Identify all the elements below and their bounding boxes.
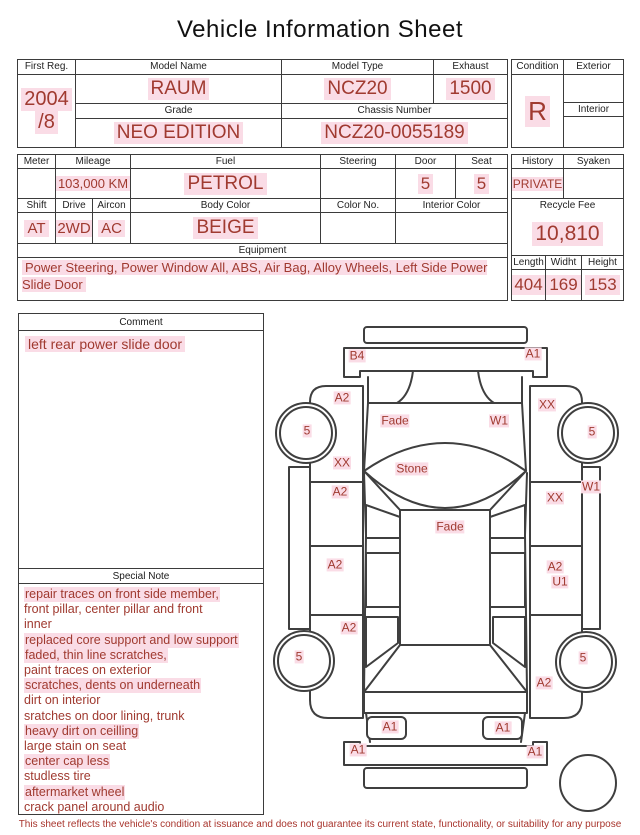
equipment-label: Equipment [18, 244, 507, 258]
length-text: 404 [512, 275, 545, 295]
comment-label: Comment [19, 314, 263, 331]
equipment-value [18, 258, 507, 301]
drive-text: 2WD [56, 220, 92, 237]
meter-cell [18, 155, 56, 198]
height-value [582, 270, 623, 300]
length-label: Length [512, 256, 545, 270]
seat-label: Seat [456, 155, 507, 169]
door-value [396, 169, 455, 198]
diagram-label-a2: A2 [327, 557, 343, 572]
diagram-label-stone: Stone [396, 461, 428, 476]
history-label: History [512, 155, 563, 169]
exhaust-label: Exhaust [434, 60, 507, 75]
door-cell [396, 155, 456, 198]
meter-label: Meter [18, 155, 55, 169]
color-no-cell [321, 199, 396, 243]
drive-cell [56, 199, 93, 243]
special-note-line: repair traces on front side member, [25, 587, 219, 601]
body-color-label: Body Color [131, 199, 320, 213]
hood [368, 377, 522, 403]
special-note-label: Special Note [19, 568, 263, 584]
special-note-line: paint traces on exterior [24, 663, 152, 678]
special-note-lines [19, 584, 263, 815]
grade-text: NEO EDITION [114, 122, 244, 144]
door-text: 5 [418, 174, 433, 194]
diagram-label-b4: B4 [349, 348, 365, 363]
diagram-label-u1: U1 [552, 574, 568, 589]
history-box [511, 154, 624, 301]
special-note-line: studless tire [24, 769, 91, 784]
info-table [17, 59, 508, 148]
comment-box [18, 313, 264, 815]
body-color-value [131, 213, 320, 243]
recycle-fee-cell [512, 199, 623, 256]
steering-label: Steering [321, 155, 395, 169]
steering-cell [321, 155, 396, 198]
diagram-label-5: 5 [295, 649, 303, 664]
history-text: PRIVATE [512, 177, 563, 191]
interior-color-cell [396, 199, 507, 243]
diagram-label-fade: Fade [381, 413, 409, 428]
condition-grade-text: R [525, 96, 550, 127]
recycle-fee-label: Recycle Fee [539, 200, 596, 211]
special-note-line: faded, thin line scratches, [25, 647, 167, 662]
special-note-line: front pillar, center pillar and front [24, 602, 203, 617]
front-bumper [344, 348, 547, 377]
tailgate-band [364, 692, 527, 713]
shift-text: AT [24, 220, 48, 237]
diagram-label-w1: W1 [490, 413, 508, 428]
color-no-value [321, 213, 395, 243]
mileage-cell [56, 155, 131, 198]
chassis-number-value [282, 119, 507, 147]
rear-trim-strip [364, 768, 527, 788]
aircon-label: Aircon [93, 199, 130, 213]
fuel-cell [131, 155, 321, 198]
fuel-label: Fuel [131, 155, 320, 169]
exterior-value [564, 75, 623, 103]
special-note-line: center cap less [25, 754, 110, 769]
left-rear-door [310, 546, 363, 615]
right-quarter-window [493, 617, 525, 667]
spare-tire [560, 755, 616, 811]
diagram-label-a1: A1 [525, 346, 541, 361]
syaken-value [564, 169, 623, 198]
width-value [546, 270, 581, 300]
shift-cell [18, 199, 56, 243]
right-headlight [478, 371, 494, 403]
shift-value [18, 213, 55, 243]
fuel-text: PETROL [184, 173, 266, 195]
chassis-number-text: NCZ20-0055189 [321, 122, 467, 144]
recycle-fee-value [512, 213, 623, 255]
height-label: Height [582, 256, 623, 270]
width-cell [546, 256, 582, 300]
diagram-label-w1: W1 [582, 479, 600, 494]
aircon-cell [93, 199, 131, 243]
grade-value [76, 119, 282, 147]
exhaust-text: 1500 [446, 78, 494, 100]
model-name-label: Model Name [76, 60, 282, 75]
model-type-text: NCZ20 [324, 78, 390, 100]
seat-value [456, 169, 507, 198]
special-note-line: crack panel around audio [24, 799, 165, 814]
history-cell [512, 155, 564, 198]
diagram-label-5: 5 [588, 424, 596, 439]
diagram-label-a2: A2 [334, 390, 350, 405]
recycle-fee-text: 10,810 [532, 222, 602, 246]
diagram-label-a2: A2 [341, 620, 357, 635]
exhaust-value [434, 75, 507, 104]
special-note-line: aftermarket wheel [25, 784, 125, 799]
left-headlight [397, 371, 413, 403]
seat-text: 5 [474, 174, 489, 194]
condition-box [511, 59, 624, 148]
disclaimer-text: This sheet reflects the vehicle's condition at issuance and does not guarantee its current state, functionality, or suitability for any purpose [18, 819, 622, 830]
syaken-label: Syaken [564, 155, 623, 169]
interior-label: Interior [564, 103, 623, 117]
detail-table [17, 154, 508, 301]
diagram-label-xx: XX [546, 490, 564, 505]
drive-value [56, 213, 92, 243]
car-diagram [270, 315, 640, 815]
first-reg-year: 2004 [21, 88, 72, 111]
meter-value [18, 169, 55, 198]
right-rear-window [490, 553, 525, 607]
interior-value [564, 117, 623, 147]
height-text: 153 [585, 275, 619, 295]
condition-label: Condition [512, 60, 564, 75]
special-note-line: replaced core support and low support [25, 632, 238, 647]
page-title: Vehicle Information Sheet [176, 16, 463, 43]
diagram-label-5: 5 [579, 650, 587, 665]
seat-cell [456, 155, 507, 198]
exterior-label: Exterior [564, 60, 623, 75]
interior-color-value [396, 213, 507, 243]
mileage-label: Mileage [56, 155, 130, 169]
body-color-cell [131, 199, 321, 243]
body-color-text: BEIGE [193, 217, 257, 239]
diagram-label-a1: A1 [495, 720, 511, 735]
left-sill [289, 467, 310, 629]
diagram-label-a1: A1 [350, 742, 366, 757]
rear-glass-sides [364, 645, 527, 692]
rear-bumper [344, 742, 547, 765]
condition-value [512, 75, 564, 147]
special-note-line: large stain on seat [24, 739, 127, 754]
door-label: Door [396, 155, 455, 169]
first-reg-value [18, 75, 76, 147]
diagram-label-a1: A1 [527, 744, 543, 759]
interior-color-label: Interior Color [396, 199, 507, 213]
width-text: 169 [546, 275, 580, 295]
grade-label: Grade [76, 104, 282, 119]
car-top-view [270, 315, 640, 815]
steering-value [321, 169, 395, 198]
special-note-line: sratches on door lining, trunk [24, 708, 185, 723]
first-reg-label: First Reg. [18, 60, 76, 75]
aircon-text: AC [98, 220, 125, 237]
diagram-label-5: 5 [303, 423, 311, 438]
special-note-line: scratches, dents on underneath [25, 678, 201, 693]
aircon-value [93, 213, 130, 243]
shift-label: Shift [18, 199, 55, 213]
diagram-label-a2: A2 [536, 675, 552, 690]
comment-text: left rear power slide door [25, 336, 185, 352]
diagram-label-a1: A1 [382, 719, 398, 734]
right-front-window [490, 505, 525, 538]
height-cell [582, 256, 623, 300]
model-name-text: RAUM [148, 78, 210, 100]
first-reg-month: /8 [35, 111, 58, 134]
mileage-text: 103,000 KM [56, 176, 130, 191]
diagram-label-fade: Fade [436, 519, 464, 534]
left-quarter-window [366, 617, 398, 667]
rear-left-wheel [274, 631, 334, 691]
diagram-label-a2: A2 [547, 559, 563, 574]
chassis-number-label: Chassis Number [282, 104, 507, 119]
width-label: Widht [546, 256, 581, 270]
equipment-text: Power Steering, Power Window All, ABS, Air Bag, Alloy Wheels, Left Side Power Slide Door [22, 260, 488, 292]
length-value [512, 270, 545, 300]
history-value [512, 169, 563, 198]
diagram-label-a2: A2 [332, 484, 348, 499]
syaken-cell [564, 155, 623, 198]
diagram-label-xx: XX [538, 397, 556, 412]
model-type-label: Model Type [282, 60, 434, 75]
length-cell [512, 256, 546, 300]
color-no-label: Color No. [321, 199, 395, 213]
mileage-value [56, 169, 130, 198]
diagram-label-xx: XX [333, 455, 351, 470]
model-type-value [282, 75, 434, 104]
left-front-window [366, 505, 400, 538]
model-name-value [76, 75, 282, 104]
special-note-line: heavy dirt on ceilling [25, 723, 139, 738]
fuel-value [131, 169, 320, 198]
comment-text-area [19, 331, 263, 568]
drive-label: Drive [56, 199, 92, 213]
front-trim-strip [364, 327, 527, 343]
special-note-line: inner [24, 617, 52, 632]
left-rear-window [366, 553, 400, 607]
special-note-line: dirt on interior [24, 693, 101, 708]
